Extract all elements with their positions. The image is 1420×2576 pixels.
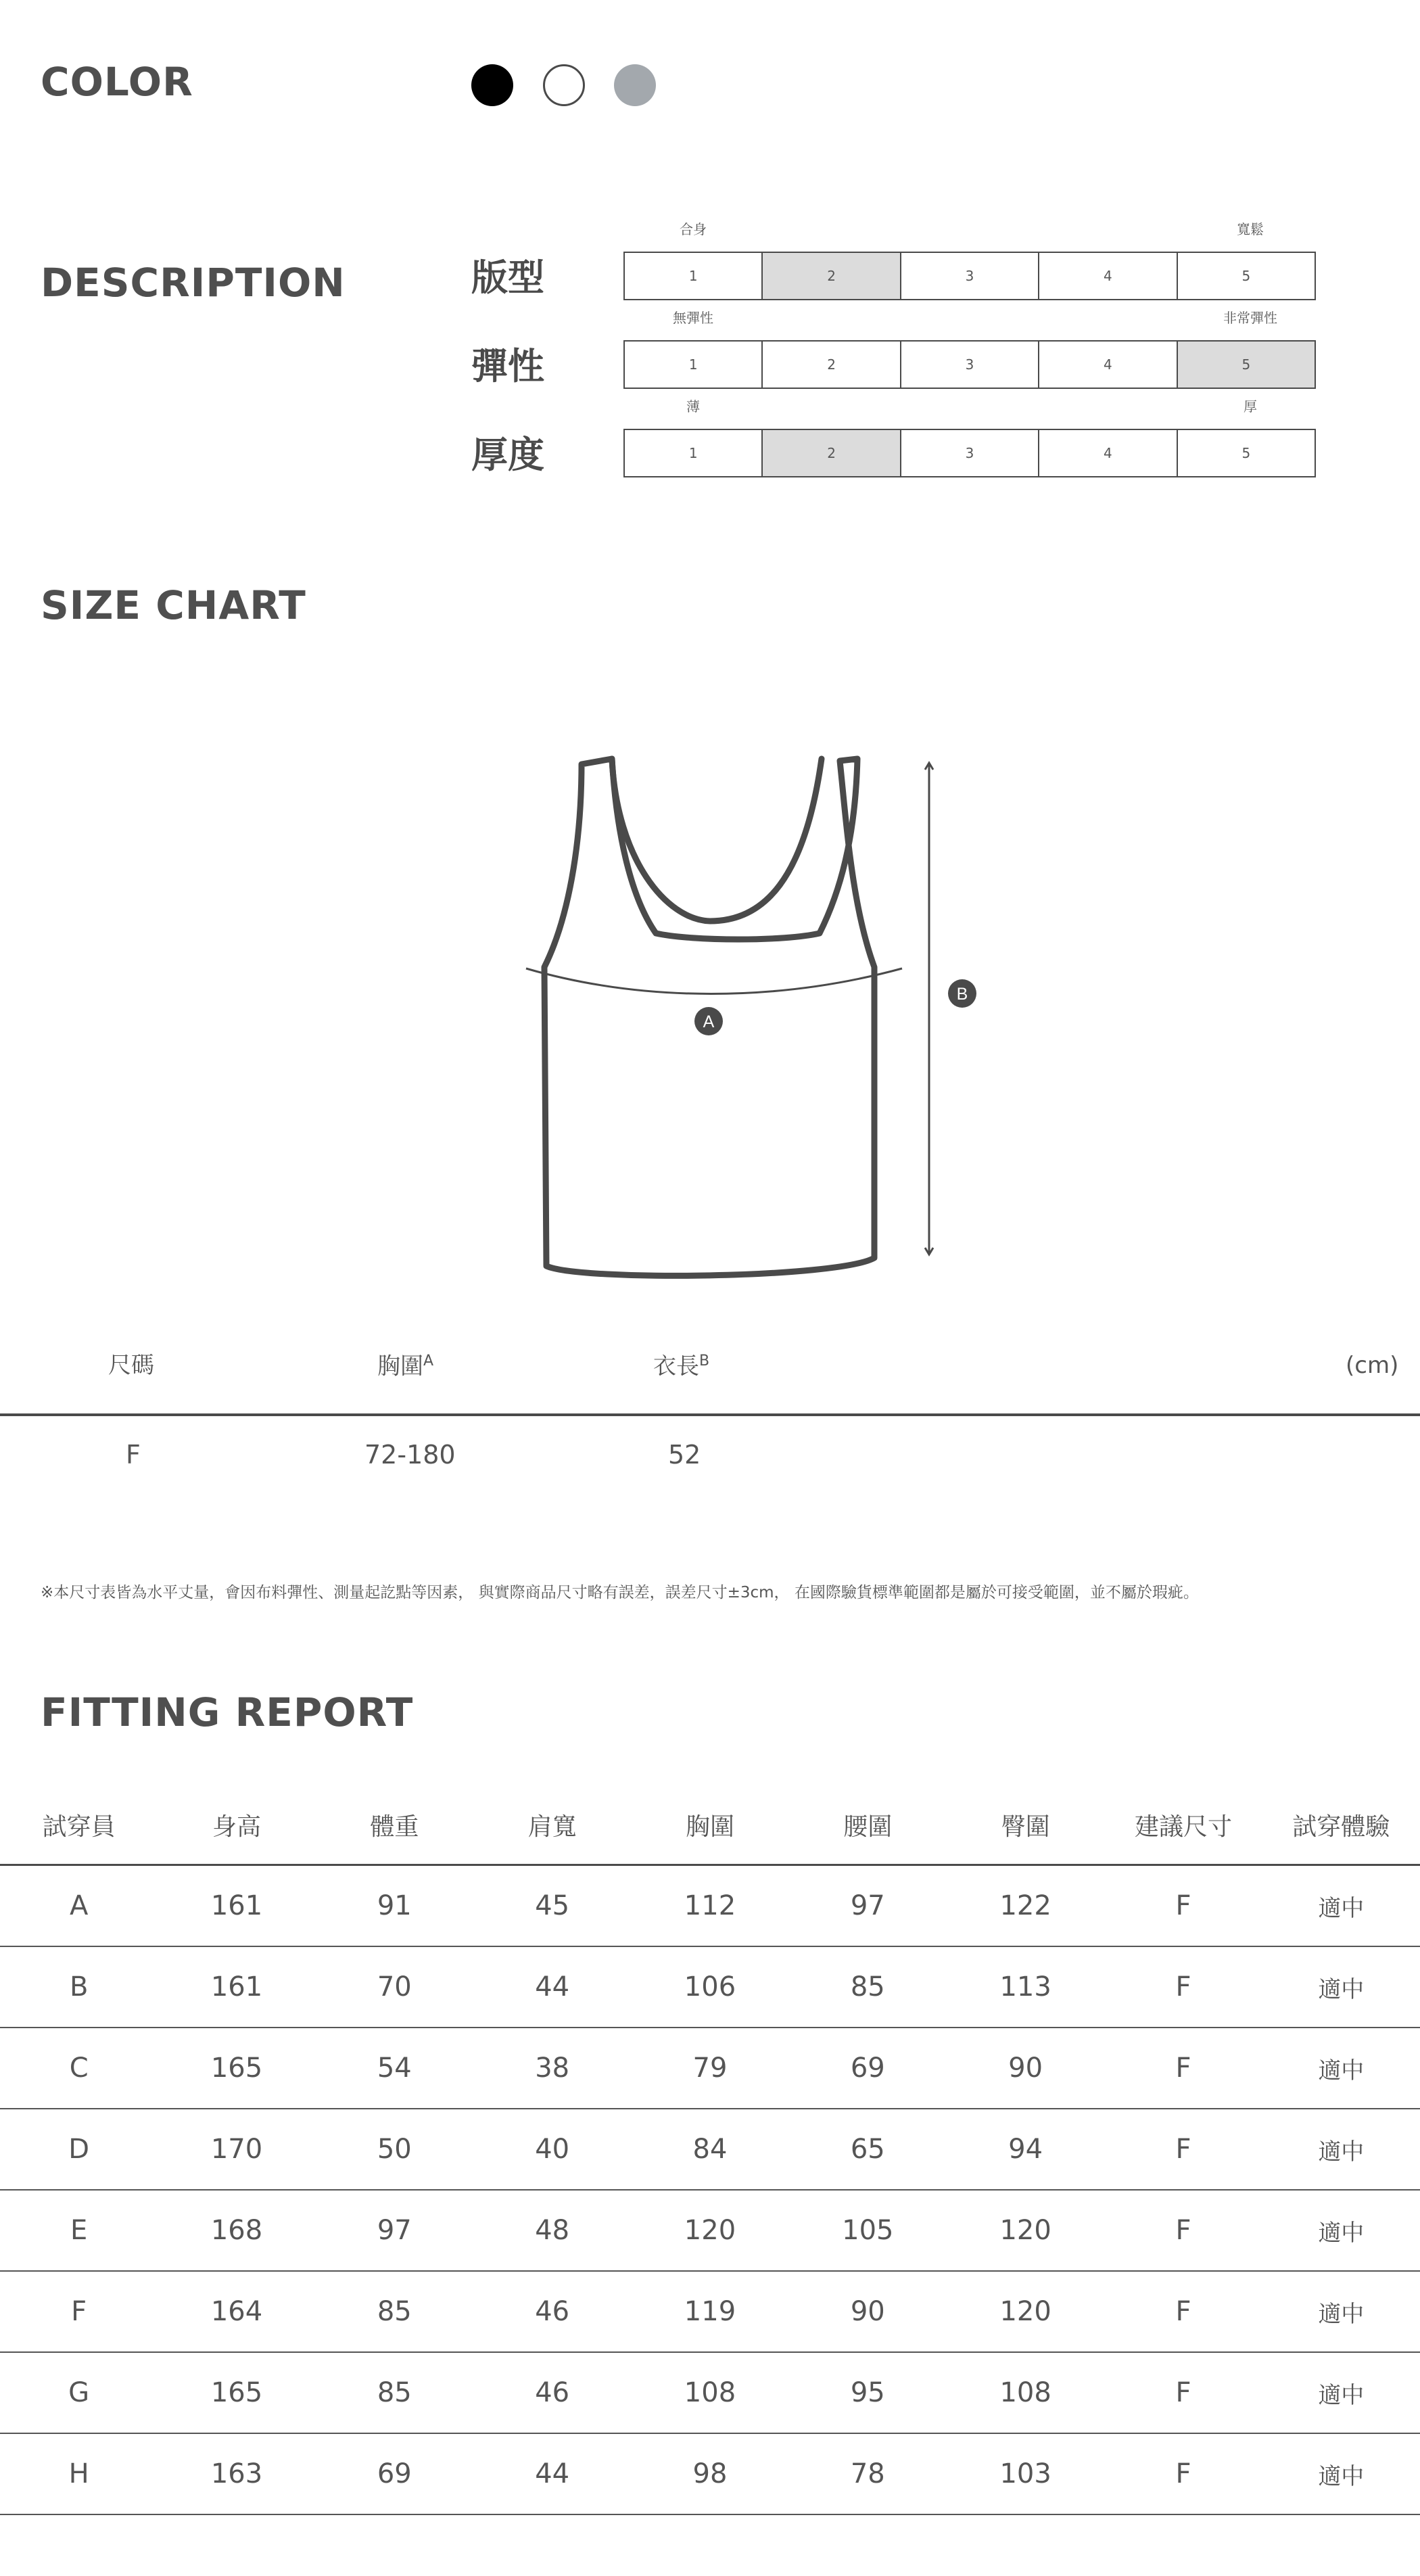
table-cell: C — [0, 2028, 158, 2109]
table-cell: 112 — [631, 1865, 788, 1947]
table-cell: 適中 — [1262, 1946, 1420, 2028]
table-cell: 適中 — [1262, 2271, 1420, 2352]
table-row — [0, 1946, 1420, 2028]
table-cell: 108 — [947, 2352, 1104, 2433]
table-cell: 165 — [158, 2028, 315, 2109]
table-cell: 164 — [158, 2271, 315, 2352]
scale-cell: 3 — [900, 342, 1038, 388]
scale-left-label: 合身 — [680, 221, 707, 237]
table-cell: F — [1104, 2271, 1262, 2352]
column-header: 建議尺寸 — [1104, 1785, 1262, 1865]
table-cell: 65 — [789, 2109, 947, 2190]
table-cell: 119 — [631, 2271, 788, 2352]
table-row — [0, 2109, 1420, 2190]
size-chart-title: SIZE CHART — [41, 582, 306, 628]
marker-b-icon — [948, 979, 976, 1008]
table-cell: 95 — [789, 2352, 947, 2433]
table-cell: E — [0, 2190, 158, 2271]
table-cell: 38 — [473, 2028, 631, 2109]
table-cell: 90 — [789, 2271, 947, 2352]
table-cell: 適中 — [1262, 2028, 1420, 2109]
scale-cell: 4 — [1038, 342, 1176, 388]
column-header: 腰圍 — [789, 1785, 947, 1865]
table-cell: 85 — [789, 1946, 947, 2028]
table-cell: 120 — [947, 2271, 1104, 2352]
table-cell: 78 — [789, 2433, 947, 2514]
table-cell: 85 — [316, 2271, 473, 2352]
scale-cell: 5 — [1177, 253, 1315, 299]
size-table-divider — [0, 1413, 1420, 1416]
table-cell: F — [0, 2271, 158, 2352]
table-cell: 40 — [473, 2109, 631, 2190]
table-cell: 108 — [631, 2352, 788, 2433]
table-cell: B — [0, 1946, 158, 2028]
scale-left-label: 薄 — [686, 398, 700, 415]
scale-cell: 1 — [688, 445, 698, 461]
scale-cell: 5 — [1177, 342, 1315, 388]
chest-value: 72-180 — [364, 1440, 456, 1470]
table-cell: F — [1104, 2433, 1262, 2514]
description-title: DESCRIPTION — [41, 260, 346, 306]
table-cell: F — [1104, 2352, 1262, 2433]
scale-cell: 4 — [1038, 253, 1176, 299]
table-cell: 170 — [158, 2109, 315, 2190]
chest-measure-line — [526, 968, 902, 994]
svg-text:A: A — [703, 1012, 715, 1031]
table-cell: 165 — [158, 2352, 315, 2433]
table-cell: 168 — [158, 2190, 315, 2271]
table-cell: 103 — [947, 2433, 1104, 2514]
table-cell: 79 — [631, 2028, 788, 2109]
rating-scale — [623, 429, 1316, 477]
table-cell: F — [1104, 1946, 1262, 2028]
table-cell: 適中 — [1262, 2352, 1420, 2433]
table-cell: F — [1104, 2190, 1262, 2271]
scale-name: 版型 — [471, 256, 544, 299]
table-row — [0, 2190, 1420, 2271]
fitting-report-title: FITTING REPORT — [41, 1689, 414, 1735]
size-value: F — [126, 1440, 141, 1470]
scale-name: 厚度 — [471, 434, 544, 476]
table-cell: 84 — [631, 2109, 788, 2190]
scale-right-label: 寬鬆 — [1237, 221, 1264, 237]
table-cell: 97 — [316, 2190, 473, 2271]
table-cell: 97 — [789, 1865, 947, 1947]
table-cell: 適中 — [1262, 1865, 1420, 1947]
scale-cell: 2 — [761, 430, 899, 476]
tank-top-diagram — [500, 744, 968, 1298]
table-cell: 122 — [947, 1865, 1104, 1947]
table-cell: 44 — [473, 1946, 631, 2028]
scale-name: 彈性 — [471, 345, 544, 388]
svg-text:B: B — [956, 985, 968, 1004]
table-row — [0, 2028, 1420, 2109]
scale-cell: 3 — [900, 430, 1038, 476]
table-cell: 適中 — [1262, 2433, 1420, 2514]
table-row — [0, 2352, 1420, 2433]
table-row — [0, 2433, 1420, 2514]
column-header: 試穿體驗 — [1262, 1785, 1420, 1865]
table-cell: 161 — [158, 1946, 315, 2028]
swatch-black[interactable] — [471, 64, 513, 106]
table-cell: 44 — [473, 2433, 631, 2514]
marker-a-icon — [694, 1007, 723, 1035]
table-cell: 94 — [947, 2109, 1104, 2190]
table-cell: 98 — [631, 2433, 788, 2514]
table-cell: 69 — [316, 2433, 473, 2514]
table-cell: 54 — [316, 2028, 473, 2109]
column-header: 體重 — [316, 1785, 473, 1865]
scale-right-label: 厚 — [1244, 398, 1257, 415]
chest-header: 胸圍$^A$ — [377, 1353, 434, 1380]
table-cell: G — [0, 2352, 158, 2433]
table-cell: F — [1104, 2109, 1262, 2190]
table-cell: 120 — [947, 2190, 1104, 2271]
length-header: 衣長$^B$ — [653, 1353, 710, 1380]
scale-cell: 2 — [761, 253, 899, 299]
table-cell: 50 — [316, 2109, 473, 2190]
table-cell: 105 — [789, 2190, 947, 2271]
table-cell: 90 — [947, 2028, 1104, 2109]
table-cell: 46 — [473, 2271, 631, 2352]
color-title: COLOR — [41, 59, 193, 105]
table-cell: D — [0, 2109, 158, 2190]
scale-cell: 4 — [1038, 430, 1176, 476]
scale-cell: 2 — [761, 342, 899, 388]
scale-cell: 1 — [688, 268, 698, 284]
scale-right-label: 非常彈性 — [1223, 310, 1277, 326]
table-row — [0, 1865, 1420, 1947]
table-cell: A — [0, 1865, 158, 1947]
table-cell: 163 — [158, 2433, 315, 2514]
table-cell: 120 — [631, 2190, 788, 2271]
column-header: 胸圍 — [631, 1785, 788, 1865]
table-cell: 適中 — [1262, 2109, 1420, 2190]
table-cell: 70 — [316, 1946, 473, 2028]
size-header: 尺碼 — [108, 1352, 154, 1379]
table-cell: 46 — [473, 2352, 631, 2433]
table-cell: 48 — [473, 2190, 631, 2271]
table-cell: 45 — [473, 1865, 631, 1947]
table-cell: 113 — [947, 1946, 1104, 2028]
tank-top-neckline — [612, 759, 822, 921]
size-note: ※本尺寸表皆為水平丈量，會因布料彈性、測量起訖點等因素， 與實際商品尺寸略有誤差，誤差尺寸±3cm， 在國際驗貨標準範圍都是屬於可接受範圍，並不屬於瑕疵。 — [41, 1584, 1199, 1601]
swatch-white[interactable] — [543, 64, 585, 106]
table-cell: 161 — [158, 1865, 315, 1947]
swatch-gray[interactable] — [614, 64, 656, 106]
scale-cell: 3 — [900, 253, 1038, 299]
table-row — [0, 2271, 1420, 2352]
table-cell: 106 — [631, 1946, 788, 2028]
table-cell: F — [1104, 1865, 1262, 1947]
table-cell: F — [1104, 2028, 1262, 2109]
unit-label: (cm) — [1346, 1352, 1399, 1379]
table-cell: 69 — [789, 2028, 947, 2109]
table-cell: 85 — [316, 2352, 473, 2433]
scale-cell: 5 — [1177, 430, 1315, 476]
column-header: 身高 — [158, 1785, 315, 1865]
column-header: 臀圍 — [947, 1785, 1104, 1865]
scale-cell: 1 — [688, 356, 698, 373]
rating-scale — [623, 340, 1316, 389]
table-cell: 91 — [316, 1865, 473, 1947]
fitting-table — [0, 1785, 1420, 2515]
table-cell: 適中 — [1262, 2190, 1420, 2271]
rating-scale — [623, 252, 1316, 300]
length-value: 52 — [668, 1440, 701, 1470]
scale-left-label: 無彈性 — [673, 310, 713, 326]
column-header: 肩寬 — [473, 1785, 631, 1865]
table-cell: H — [0, 2433, 158, 2514]
column-header: 試穿員 — [0, 1785, 158, 1865]
